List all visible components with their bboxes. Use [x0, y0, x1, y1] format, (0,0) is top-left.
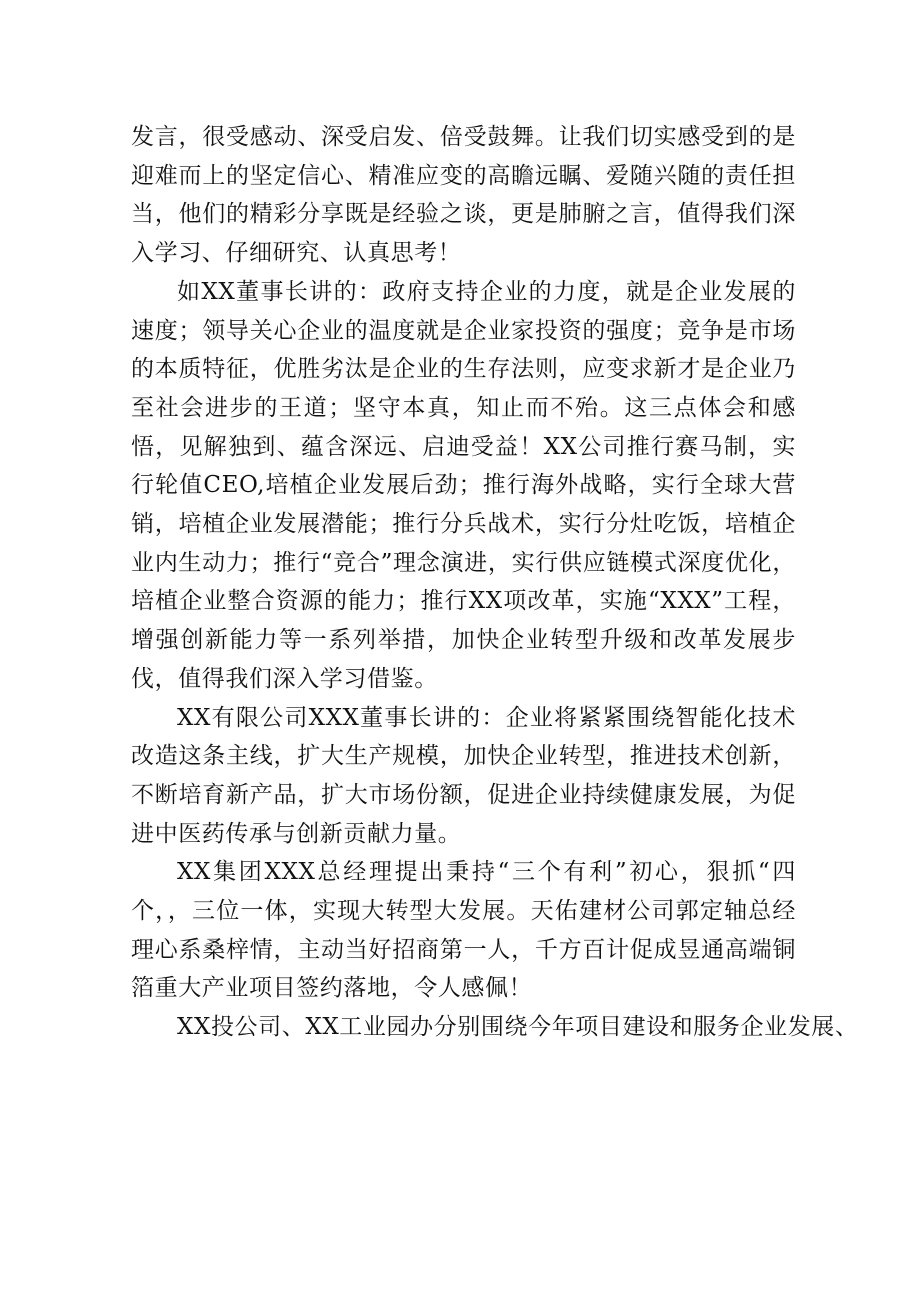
- paragraph-2: 如XX董事长讲的：政府支持企业的力度，就是企业发展的速度；领导关心企业的温度就是企业家投资的强度；竞争是市场的本质特征，优胜劣汰是企业的生存法则，应变求新才是企业乃至社会进步的王道；坚守本真，知止而不殆。这三点体会和感悟，见解独到、蕴含深远、启迪受益！XX公司推行赛马制，实行轮值CEO,培植企业发展后劲；推行海外战略，实行全球大营销，培植企业发展潜能；推行分兵战术，实行分灶吃饭，培植企业内生动力；推行“竞合”理念演进，实行供应链模式深度优化，培植企业整合资源的能力；推行XX项改革，实施“XXX”工程，增强创新能力等一系列举措，加快企业转型升级和改革发展步伐，值得我们深入学习借鉴。: [131, 278, 796, 692]
- paragraph-1: 发言，很受感动、深受启发、倍受鼓舞。让我们切实感受到的是迎难而上的坚定信心、精准应变的高瞻远瞩、爱随兴随的责任担当，他们的精彩分享既是经验之谈，更是肺腑之言，值得我们深入学习、仔细研究、认真思考！: [131, 124, 796, 267]
- paragraph-5: XX投公司、XX工业园办分别围绕今年项目建设和服务企业发展、: [177, 1014, 859, 1041]
- paragraph-3: XX有限公司XXX董事长讲的：企业将紧紧围绕智能化技术改造这条主线，扩大生产规模，加快企业转型，推进技术创新，不断培育新产品，扩大市场份额，促进企业持续健康发展，为促进中医药传承与创新贡献力量。: [131, 704, 796, 847]
- document-body: [131, 118, 859, 1047]
- paragraph-4: XX集团XXX总经理提出秉持“三个有利”初心，狠抓“四个，，三位一体，实现大转型大发展。天佑建材公司郭定轴总经理心系桑梓情，主动当好招商第一人，千方百计促成昱通高端铜箔重大产业项目签约落地，令人感佩！: [131, 859, 796, 1002]
